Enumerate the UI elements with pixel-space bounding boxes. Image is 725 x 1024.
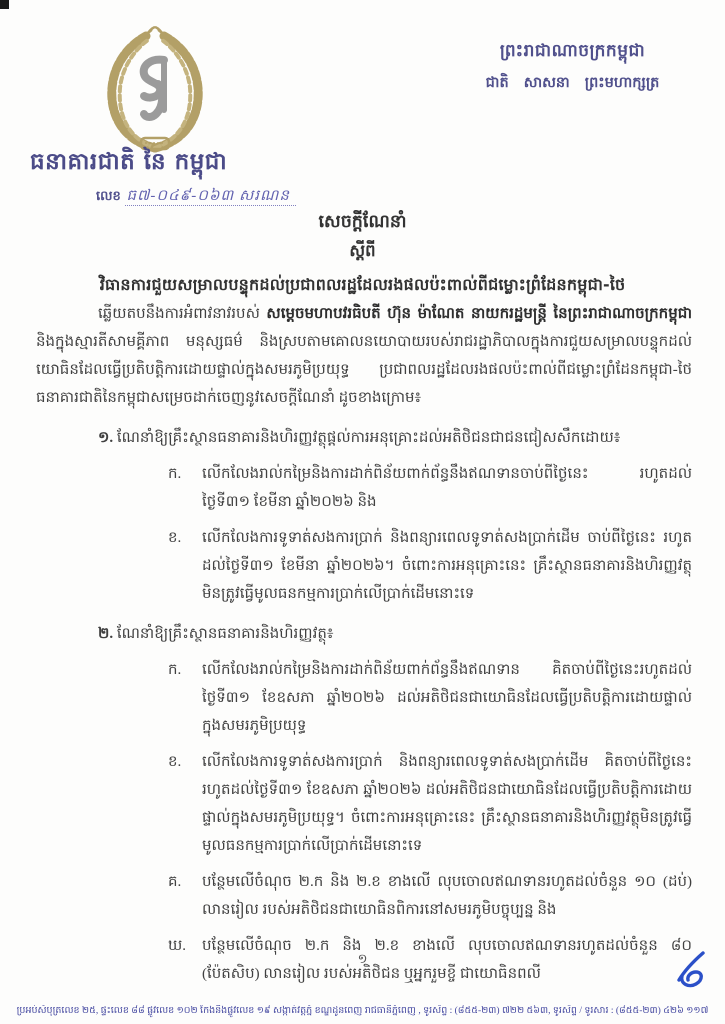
reference-line — [96, 186, 426, 208]
document-title: សេចក្តីណែនាំ — [318, 212, 407, 232]
subitem-marker: ឃ. — [168, 938, 187, 954]
footer-address-contact: ប្រអប់សំបុត្រលេខ ២៥, ផ្ទះលេខ ៨៨ ផ្លូវលេខ ១០២ កែងនឹងផ្លូវលេខ ១៩ សង្កាត់វត្តភ្នំ ខណ្ឌដូនពេញ រាជធានីភ្នំពេញ , ទូរស័ព្ទ : (៨៥៥-២៣) ៧២២ ៥៦៣, ទូរស័ព្ទ / ទូរសារ : (៨៥៥-២៣) ៤២៦ ១១៧ — [16, 1006, 709, 1016]
intro-text-rest: និងក្នុងស្មារតីសាមគ្គីភាព មនុស្សធម៌ និងស្របតាមគោលនយោបាយរបស់រាជរដ្ឋាភិបាលក្នុងការជួយសម្រាលបន្ទុកដល់យោធិនដែលធ្វើប្រតិបត្តិការដោយផ្ទាល់ក្នុងសមរភូមិប្រយុទ្ធ ប្រជាពលរដ្ឋដែលរងផលប៉ះពាល់ពីជម្លោះព្រំដែនកម្ពុជា-ថៃ ធនាគារជាតិនៃកម្ពុជាសម្រេចដាក់ចេញនូវសេចក្តីណែនាំ ដូចខាងក្រោម៖ — [36, 334, 692, 406]
document-subtitle: ស្តីពី — [349, 241, 376, 260]
subitem-text: លើកលែងការទូទាត់សងការប្រាក់ និងពន្យារពេលទូទាត់សងប្រាក់ដើម ចាប់ពីថ្ងៃនេះ រហូតដល់ថ្ងៃទី៣១ ខែមីនា ឆ្នាំ២០២៦។ ចំពោះការអនុគ្រោះនេះ គ្រឹះស្ថានធនាគារនិងហិរញ្ញវត្ថុមិនត្រូវធ្វើមូលធនកម្មការប្រាក់លើប្រាក់ដើមនោះទេ — [202, 530, 692, 602]
subitem-text: បន្ថែមលើចំណុច ២.ក និង ២.ខ ខាងលើ លុបចោលឥណទានរហូតដល់ចំនួន ១០ (ដប់) លានរៀល របស់អតិថិជនជាយោធិនពិការនៅសមរភូមិបច្ចុប្បន្ន និង — [202, 874, 692, 918]
prime-minister-name: សម្តេចមហាបវរធិបតី ហ៊ុន ម៉ាណែត នាយករដ្ឋមន្ត្រី នៃព្រះរាជាណាចក្រកម្ពុជា — [266, 306, 692, 322]
title-block — [0, 210, 725, 298]
subitem-marker: ខ. — [168, 530, 182, 546]
kingdom-title: ព្រះរាជាណាចក្រកម្ពុជា — [499, 41, 646, 61]
list-item — [168, 460, 692, 516]
subitem-text: បន្ថែមលើចំណុច ២.ក និង ២.ខ ខាងលើ លុបចោលឥណទានរហូតដល់ចំនួន ៨០ (ប៉ែតសិប) លានរៀល របស់អតិថិជន ឬអ្នករួមខ្ចី ជាយោធិនពលី — [202, 938, 692, 982]
list-item — [168, 656, 692, 740]
section-2-number: ២. — [98, 626, 114, 642]
scan-corner-artifact — [0, 0, 9, 9]
list-item — [168, 748, 692, 860]
subitem-marker: ខ. — [168, 754, 182, 770]
subitem-text: លើកលែងការទូទាត់សងការប្រាក់ និងពន្យារពេលទូទាត់សងប្រាក់ដើម គិតចាប់ពីថ្ងៃនេះរហូតដល់ថ្ងៃទី៣១ ខែឧសភា ឆ្នាំ២០២៦ ដល់អតិថិជនជាយោធិនដែលធ្វើប្រតិបត្តិការដោយផ្ទាល់ក្នុងសមរភូមិប្រយុទ្ធ។ ចំពោះការអនុគ្រោះនេះ គ្រឹះស្ថានធនាគារនិងហិរញ្ញវត្ថុមិនត្រូវធ្វើមូលធនកម្មការប្រាក់លើប្រាក់ដើមនោះទេ — [202, 754, 692, 854]
document-subject: វិធានការជួយសម្រាលបន្ទុកដល់ប្រជាពលរដ្ឋដែលរងផលប៉ះពាល់ពីជម្លោះព្រំដែនកម្ពុជា-ថៃ — [99, 275, 626, 294]
page-number: ១ — [357, 951, 368, 966]
intro-paragraph — [36, 300, 692, 412]
intro-text-start: ឆ្លើយតបនឹងការអំពាវនាវរបស់ — [98, 306, 267, 322]
bank-name: ធនាគារជាតិ នៃ កម្ពុជា — [30, 149, 228, 175]
subitem-text: លើកលែងរាល់កម្រៃនិងការដាក់ពិន័យពាក់ព័ន្ធនឹងឥណទានចាប់ពីថ្ងៃនេះ រហូតដល់ថ្ងៃទី៣១ ខែមីនា ឆ្នាំ២០២៦ និង — [202, 466, 692, 510]
section-1-text: ណែនាំឱ្យគ្រឹះស្ថានធនាគារនិងហិរញ្ញវត្ថុផ្តល់ការអនុគ្រោះដល់អតិថិជនជាជនជៀសសឹកដោយ៖ — [113, 430, 621, 446]
section-2-text: ណែនាំឱ្យគ្រឹះស្ថានធនាគារនិងហិរញ្ញវត្ថុ៖ — [113, 626, 334, 642]
subitem-marker: ក. — [168, 466, 182, 482]
reference-prefix: លេខ — [96, 189, 121, 204]
nbc-wreath-logo-icon — [94, 26, 216, 156]
list-item — [168, 524, 692, 608]
kingdom-header — [440, 40, 705, 95]
document-body — [36, 300, 692, 996]
subitem-text: លើកលែងរាល់កម្រៃនិងការដាក់ពិន័យពាក់ព័ន្ធនឹងឥណទាន គិតចាប់ពីថ្ងៃនេះរហូតដល់ថ្ងៃទី៣១ ខែឧសភា ឆ្នាំ២០២៦ ដល់អតិថិជនជាយោធិនដែលធ្វើប្រតិបត្តិការដោយផ្ទាល់ក្នុងសមរភូមិប្រយុទ្ធ — [202, 662, 692, 734]
list-item — [168, 868, 692, 924]
subitem-marker: គ. — [168, 874, 182, 890]
reference-number-handwritten: ធ៧-០៤៩-០៦៣ សរណន — [125, 188, 296, 206]
section-1-heading — [36, 424, 692, 452]
section-2-heading — [36, 620, 692, 648]
kingdom-motto: ជាតិ សាសនា ព្រះមហាក្សត្រ — [485, 75, 660, 91]
signature-paraph-icon — [675, 950, 709, 990]
section-1-number: ១. — [98, 430, 114, 446]
subitem-marker: ក. — [168, 662, 182, 678]
